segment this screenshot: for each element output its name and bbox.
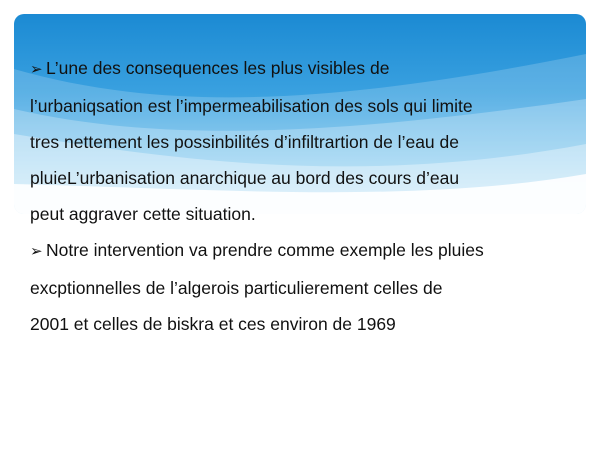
bullet-1-line-4: pluieL’urbanisation anarchique au bord des cours d’eau xyxy=(30,168,460,188)
bullet-2-line-1 xyxy=(30,232,575,270)
slide-body xyxy=(30,50,575,342)
bullet-1-line-2: l’urbaniqsation est l’impermeabilisation des sols qui limite xyxy=(30,96,473,116)
arrow-bullet-icon: ➢ xyxy=(30,243,43,260)
bullet-1-line-1 xyxy=(30,50,575,88)
arrow-bullet-icon: ➢ xyxy=(30,61,43,78)
bullet-text: Notre intervention va prendre comme exemple les pluies xyxy=(46,240,484,260)
bullet-2 xyxy=(30,232,575,342)
bullet-2-line-3: 2001 et celles de biskra et ces environ de 1969 xyxy=(30,314,396,334)
bullet-2-line-2: excptionnelles de l’algerois particulierement celles de xyxy=(30,278,443,298)
bullet-1 xyxy=(30,50,575,232)
bullet-1-line-3: tres nettement les possinbilités d’infiltrartion de l’eau de xyxy=(30,132,459,152)
bullet-text: L’une des consequences les plus visibles de xyxy=(46,58,390,78)
bullet-1-line-5: peut aggraver cette situation. xyxy=(30,204,256,224)
